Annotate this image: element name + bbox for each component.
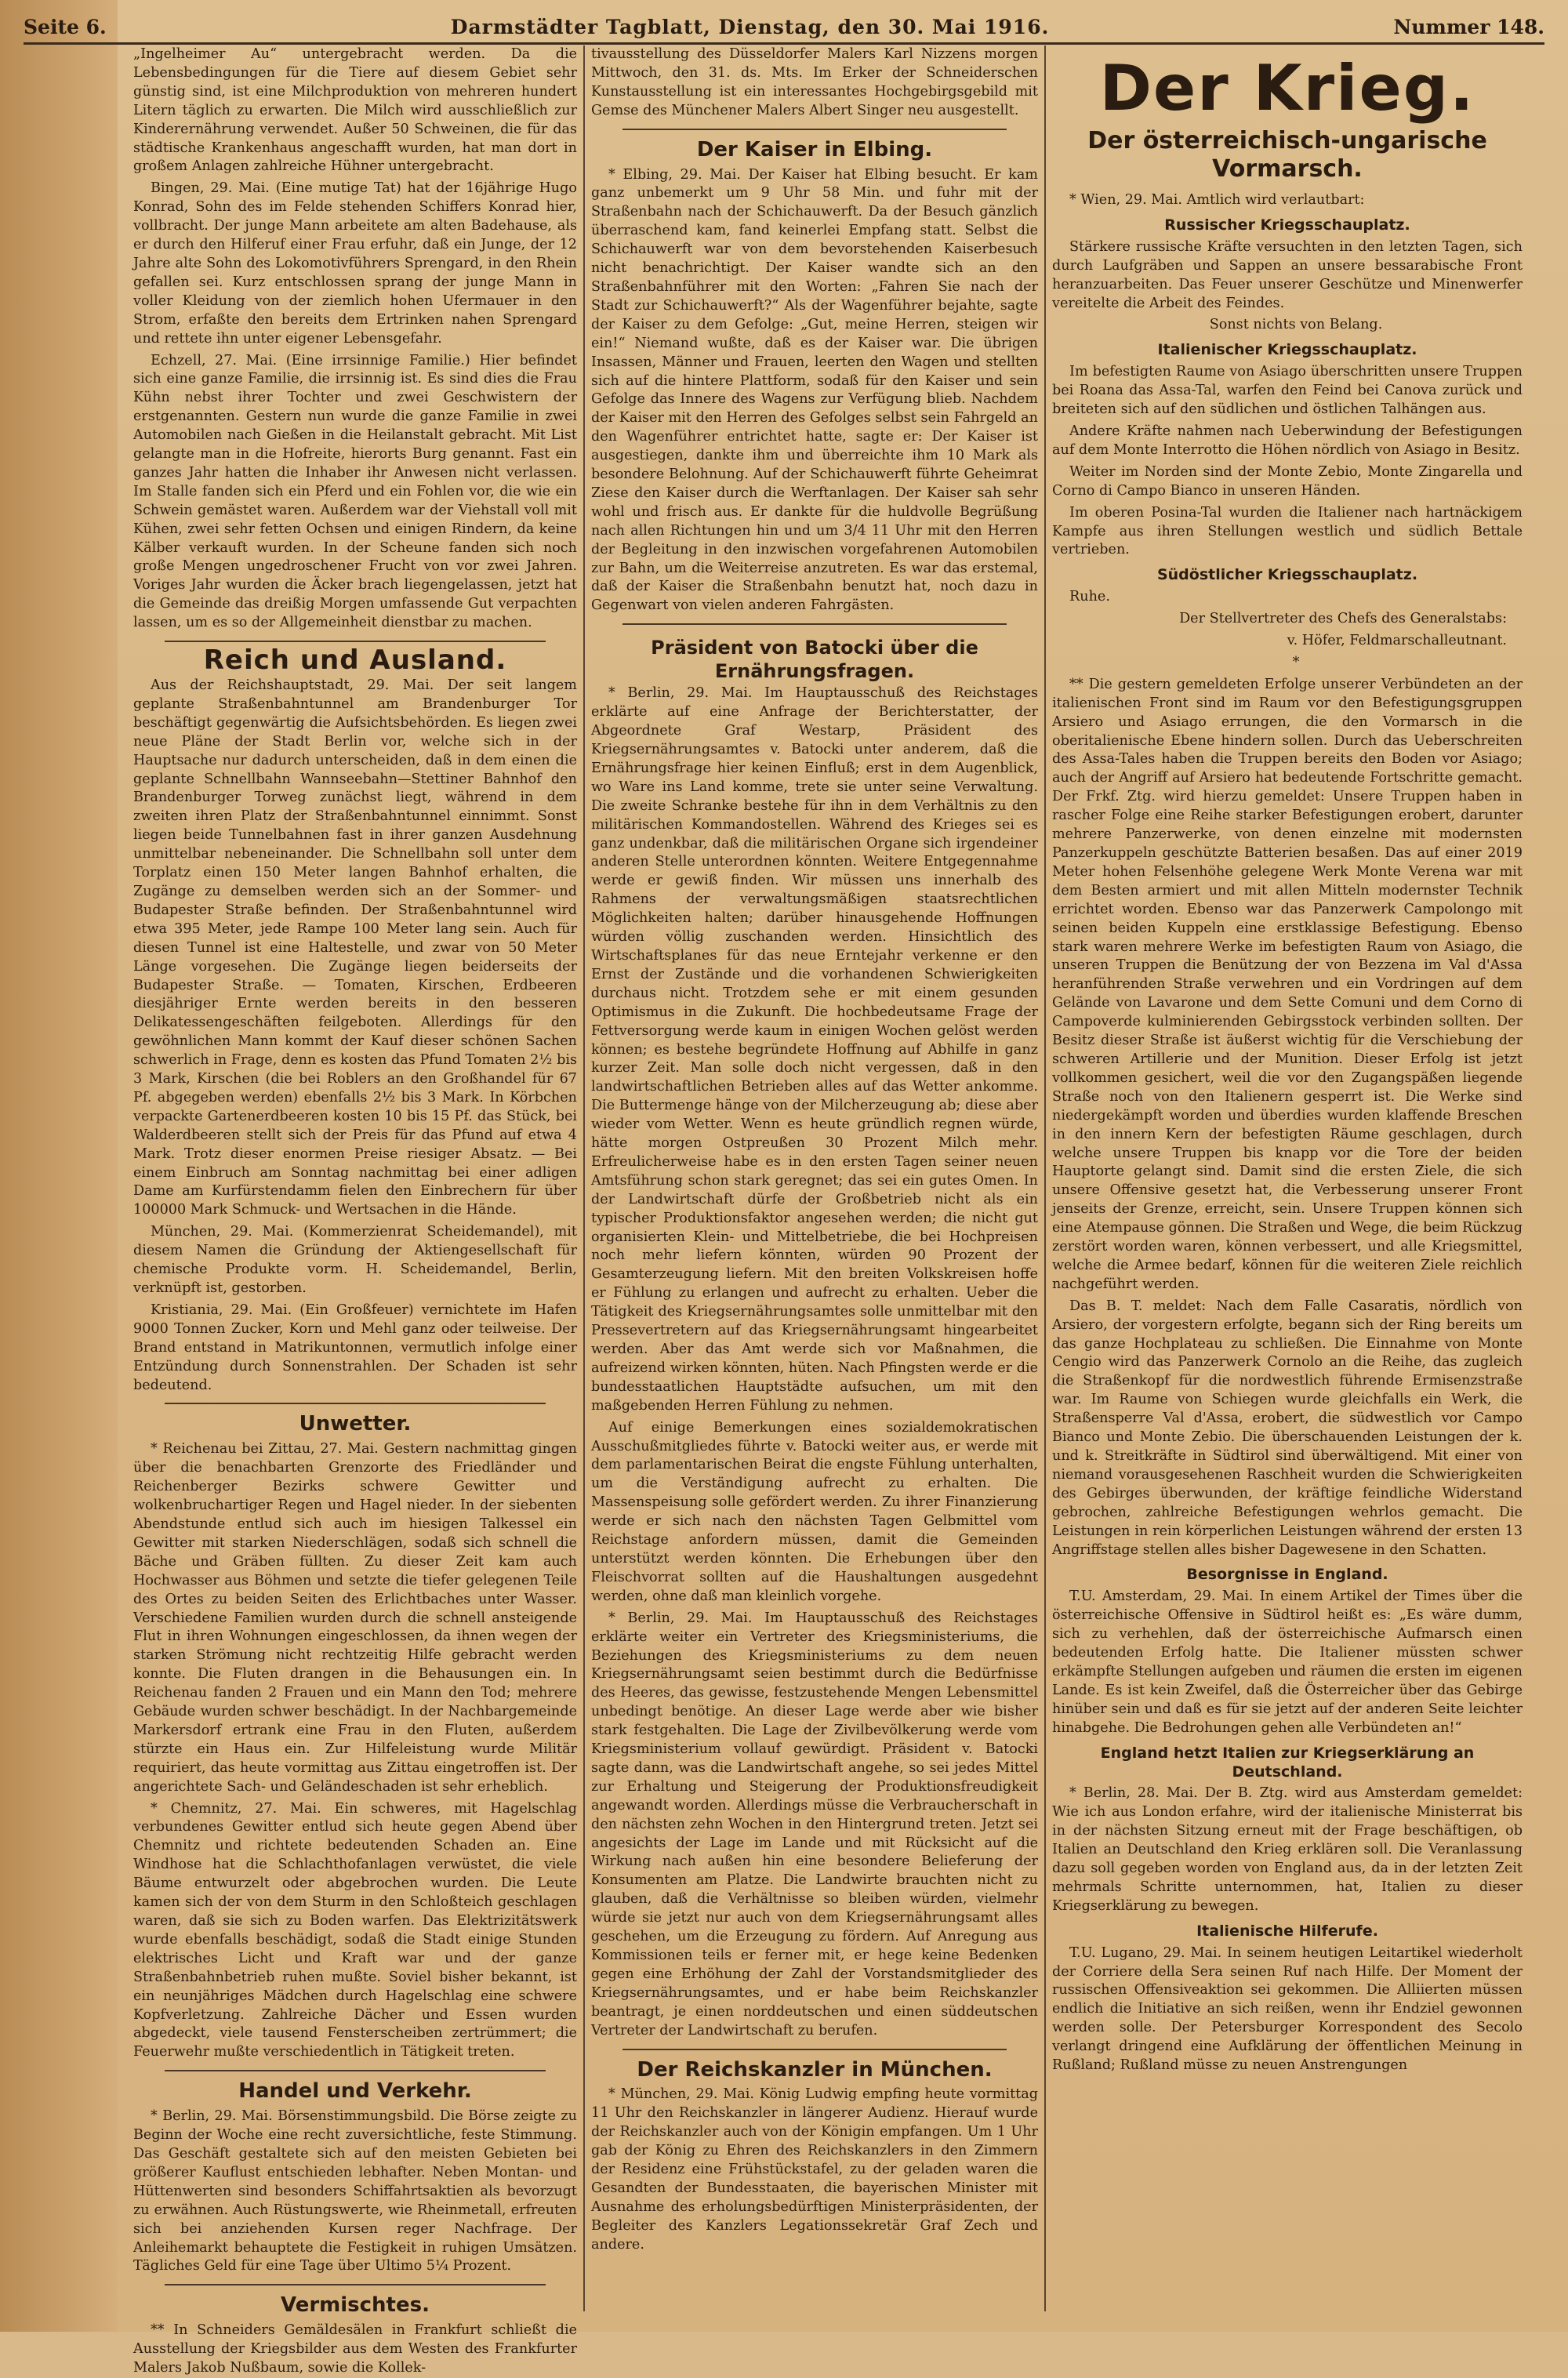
section-heading: Vermischtes. [281, 2293, 430, 2318]
divider [622, 623, 1007, 625]
article-text: * Berlin, 28. Mai. Der B. Ztg. wird aus Amsterdam gemeldet: Wie ich aus London erfahre, wird der italienische Ministerrat bis in der nächsten Sitzung erneut mit der Frage beschäftigen, ob Italien an Deutschland den Krieg erklären soll. Die Veranlassung dazu soll gegeben worden von England aus, da in der letzten Zeit mehrmals Schritte unternommen, hat, Italien zu dieser Kriegserklärung zu bewegen. [1052, 1785, 1523, 1914]
page-number: Seite 6. [24, 15, 107, 38]
article-text: Aus der Reichshauptstadt, 29. Mai. Der seit langem geplante Straßenbahntunnel am Brandenburger Tor beschäftigt gegenwärtig die Aufsichtsbehörden. Es liegen zwei neue Pläne der Stadt Berlin vor, welche sich in der Hauptsache nur dadurch unterscheiden, daß in dem einen die geplante Schnellbahn Wannseebahn—Stettiner Bahnhof den Brandenburger Torweg zunächst liegt, während in dem zweiten ihren Platz der Straßenbahntunnel einnimmt. Sonst liegen beide Tunnelbahnen fast in ihrer ganzen Ausdehnung unmittelbar nebeneinander. Die Schnellbahn soll unter dem Torplatz einen 150 Meter langen Bahnhof erhalten, die Zugänge zu demselben werden sich an der Sommer- und Budapester Straße befinden. Der Straßenbahntunnel wird etwa 395 Meter, jede Rampe 100 Meter lang sein. Auch für diesen Tunnel ist eine Haltestelle, und zwar von 50 Meter Länge vorgesehen. Die Zugänge liegen beiderseits der Budapester Straße. — Tomaten, Kirschen, Erdbeeren diesjähriger Ernte werden bereits in den besseren Delikatessengeschäften feilgeboten. Allerdings für den gewöhnlichen Mann kommt der Kauf dieser schönen Sachen schwerlich in Frage, denn es kosten das Pfund Tomaten 2½ bis 3 Mark, Kirschen (die bei Roblers an den Großhandel für 67 Pf. abgegeben werden) ebenfalls 2½ bis 3 Mark. In Körbchen verpackte Gartenerdbeeren kosten 10 bis 15 Pf. das Stück, bei Walderdbeeren stellt sich der Preis für das Pfund auf etwa 4 Mark. Trotz dieser enormen Preise riesiger Absatz. — Bei einem Einbruch am Sonntag nachmittag bei einer adligen Dame am Kurfürstendamm fielen den Einbrechern für über 100000 Mark Schmuck- und Wertsachen in die Hände. [133, 677, 577, 1218]
subsection-heading: Südöstlicher Kriegsschauplatz. [1156, 566, 1418, 584]
article-text: Stärkere russische Kräfte versuchten in den letzten Tagen, sich durch Laufgräben und Sappen an unsere bessarabische Front heranzuarbeiten. Das Feuer unserer Geschütze und Minenwerfer vereitelte die Arbeit des Feindes. [1052, 238, 1523, 311]
article-text: Im oberen Posina-Tal wurden die Italiener nach hartnäckigem Kampfe aus ihren Stellungen westlich und südlich Bettale vertrieben. [1052, 504, 1523, 558]
subsection-heading: England hetzt Italien zur Kriegserklärung an Deutschland. [1100, 1744, 1475, 1781]
article-text: Bingen, 29. Mai. (Eine mutige Tat) hat der 16jährige Hugo Konrad, Sohn des im Felde stehenden Schiffers Konrad hier, vollbracht. Der junge Mann arbeitete am alten Badehause, als er durch den Hilferuf einer Frau erfuhr, daß ein Junge, der 12 Jahre alte Sohn des Lokomotivführers Sprengard, in den Rhein gefallen sei. Kurz entschlossen sprang der junge Mann in voller Kleidung von der ziemlich hohen Ufermauer in den Strom, erfaßte den bereits dem Ertrinken nahen Sprengard und rettete ihn unter eigener Lebensgefahr. [133, 180, 577, 347]
subsection-heading: Italienischer Kriegsschauplatz. [1157, 341, 1417, 359]
article-text: Echzell, 27. Mai. (Eine irrsinnige Familie.) Hier befindet sich eine ganze Familie, die irrsinnig ist. Es sind dies die Frau Kühn nebst ihrer Tochter und zwei Geschwistern der erstgenannten. Gestern nun wurde die ganze Familie in zwei Automobilen nach Gießen in die Heilanstalt gebracht. Mit List gelangte man in die Hofreite, hierorts Burg genannt. Fast ein ganzes Jahr hatten die Inhaber ihr Anwesen nicht verlassen. Im Stalle fanden sich ein Pferd und ein Fohlen vor, die wie ein Schwein gemästet waren. Außerdem war der Viehstall voll mit Kühen, zwei sehr fetten Ochsen und einigen Rindern, da keine Kälber verkauft wurden. In der Scheune fanden sich noch große Mengen ungedroschener Frucht von vor zwei Jahren. Voriges Jahr wurden die Äcker brach liegengelassen, jetzt hat die Gemeinde das dreißig Morgen umfassende Gut verpachten lassen, um es so der Allgemeinheit dienstbar zu machen. [133, 352, 577, 631]
article-text: Das B. T. meldet: Nach dem Falle Casaratis, nördlich von Arsiero, der vorgestern erfolgte, begann sich der Ring bereits um das ganze Hochplateau zu schließen. Die Einnahme von Monte Cengio wird das Panzerwerk Cornolo an die Reihe, das zugleich die Straßenkopf für die nordwestlich führende Ermisenzstraße war. Im Raume von Schiegen wurde gleichfalls ein Werk, die Straßensperre Val d'Assa, erobert, die südwestlich vor Campo Bianco und Monte Zebio. Die überschauenden Leistungen der k. und k. Streitkräfte in Südtirol sind überwältigend. Mit einer von niemand vorausgesehenen Raschheit wurden die Schwierigkeiten des Gebirges überwunden, der kräftige feindliche Widerstand gebrochen, zahlreiche Befestigungen wehrlos gemacht. Die Leistungen in rein körperlichen Leistungen während der ersten 13 Angriffstage stellen alles bisher Dagewesene in den Schatten. [1052, 1298, 1523, 1558]
column-1 [133, 45, 577, 2376]
divider [165, 2070, 546, 2071]
column-3 [1052, 45, 1523, 2311]
divider [622, 129, 1007, 130]
article-text: * Berlin, 29. Mai. Im Hauptausschuß des Reichstages erklärte weiter ein Vertreter des Kriegsministeriums, die Beziehungen des Kriegsministeriums zu dem neuen Kriegsernährungsamt seien bestimmt durch die Bedürfnisse des Heeres, das gewisse, festzustehende Mengen Lebensmittel unbedingt benötige. An dieser Lage werde aber wie bisher stark festgehalten. Die Lage der Zivilbevölkerung werde vom Kriegsministerium vollauf gewürdigt. Präsident v. Batocki sagte dann, was die Landwirtschaft angehe, so sei jedes Mittel zur Erhaltung und Steigerung der Produktionsfreudigkeit angewandt worden. Allerdings müsse die Verbraucherschaft in den nächsten zehn Wochen in den Hintergrund treten. Jetzt sei angesichts der Lage im Lande und mit Rücksicht auf die Wirkung nach außen hin eine besondere Belieferung der Konsumenten am Platze. Die Landwirte brauchten nicht zu glauben, daß die Verhältnisse so bleiben würden, vielmehr würde sie jetzt nur auch von dem Kriegsernährungsamt alles geschehen, um die Erzeugung zu fördern. Auf Anregung aus Kommissionen teils er ferner mit, er hege keine Bedenken gegen eine Erhöhung der Zahl der Vorstandsmitglieder des Kriegsernährungsamtes, und er habe beim Reichskanzler beantragt, je einen norddeutschen und einen süddeutschen Vertreter der Landwirtschaft zu berufen. [591, 1610, 1038, 2039]
article-text: „Ingelheimer Au“ untergebracht werden. Da die Lebensbedingungen für die Tiere auf diesem Gebiet sehr günstig sind, ist eine Milchproduktion von mehreren hundert Litern täglich zu erwarten. Die Milch wird ausschließlich zur Kinderernährung verwendet. Außer 50 Schweinen, die für das städtische Krankenhaus angeschafft wurden, hat man dort in großem Anlagen zahlreiche Hühner untergebracht. [133, 46, 577, 175]
article-text: T.U. Amsterdam, 29. Mai. In einem Artikel der Times über die österreichische Offensive in Südtirol heißt es: „Es wäre dumm, sich zu verhehlen, daß der österreichische Aufmarsch einen bedeutenden Erfolg hatte. Die Italiener müssten schwer erkämpfte Stellungen aufgeben und räumen die ersten im eigenen Lande. Es ist kein Zweifel, daß die Österreicher über das Gebirge hinüber sein und daß es für sie jetzt auf der anderen Seite leichter hinabgehe. Die Bedrohungen gehen alle Verbündeten an!“ [1052, 1588, 1523, 1736]
article-text: * Chemnitz, 27. Mai. Ein schweres, mit Hagelschlag verbundenes Gewitter entlud sich heute gegen Abend über Chemnitz und richtete bedeutenden Schaden an. Eine Windhose hat die Schlachthofanlagen verwüstet, die viele Bäume entwurzelt oder abgebrochen wurden. Die Leute kamen sich der von dem Sturm in den Schloßteich geschlagen waren, daß sie sich zu Boden warfen. Das Elektrizitätswerk wurde ebenfalls beschädigt, sodaß die Stadt einige Stunden elektrisches Licht und Kraft war und der ganze Straßenbahnbetrieb ruhen mußte. Soviel bisher bekannt, ist ein neunjähriges Mädchen durch Hagelschlag eine schwere Kopfverletzung. Zahlreiche Dächer und Essen wurden abgedeckt, viele tausend Fensterscheiben zertrümmert; die Feuerwehr mußte verschiedentlich in Tätigkeit treten. [133, 1800, 577, 2060]
column-rule [583, 45, 585, 2311]
article-text: Weiter im Norden sind der Monte Zebio, Monte Zingarella und Corno di Campo Bianco in unseren Händen. [1052, 463, 1523, 499]
article-text: ** Die gestern gemeldeten Erfolge unserer Verbündeten an der italienischen Front sind im Raum vor den Befestigungsgruppen Arsiero und Asiago errungen, die den Vormarsch in die oberitalienische Ebene hindern sollen. Durch das Ueberschreiten des Assa-Tales haben die Truppen bereits den Boden vor Asiago; auch der Angriff auf Arsiero hat bedeutende Fortschritte gemacht. Der Frkf. Ztg. wird hierzu gemeldet: Unsere Truppen haben in rascher Folge eine Reihe starker Befestigungen erobert, darunter mehrere Panzerwerke, von denen einzelne mit modernsten Panzerkuppeln geschützte Batterien besaßen. Das auf einer 2019 Meter hohen Felsenhöhe gelegene Werk Monte Verena war mit dem Besten armiert und mit allen Mitteln modernster Technik errichtet worden. Ebenso war das Panzerwerk Campolongo mit seinen beiden Kuppeln eine erstklassige Befestigung. Ebenso stark waren mehrere Werke im befestigten Raum von Asiago, die unseren Truppen die Benützung der von Bezzena im Val d'Assa heranführenden Straße verwehren und ein Vordringen auf dem Gelände von Lavarone und dem Sette Comuni und dem Corno di Campoverde kulminierenden Gebirgsstock verbinden sollten. Der Besitz dieser Straße ist äußerst wichtig für die Verschiebung der schweren Artillerie und der Munition. Dieser Erfolg ist jetzt vollkommen gesichert, weil die vor den Zugangspäßen liegende Straße noch von den Italienern gesperrt ist. Die Werke sind niedergekämpft worden und überdies wurden klaffende Breschen in den innern Kern der befestigten Räume geschlagen, durch welche unsere Truppen bis knapp vor die Tore der beiden Hauptorte gelangt sind. Damit sind die ersten Ziele, die sich unsere Offensive gesetzt hat, die Verbesserung unserer Front jenseits der Grenze, erreicht, sein. Unsere Truppen können sich eine Atempause gönnen. Die Straßen und Wege, die beim Rückzug zerstört worden waren, können verbessert, und alle Kriegsmittel, welche die Armee bedarf, können für die weiteren Ziele reichlich nachgeführt werden. [1052, 676, 1523, 1292]
article-text: * München, 29. Mai. König Ludwig empfing heute vormittag 11 Uhr den Reichskanzler in längerer Audienz. Hierauf wurde der Reichskanzler auch von der Königin empfangen. Um 1 Uhr gab der König zu Ehren des Reichskanzlers in den Zimmern der Residenz eine Frühstückstafel, zu der geladen waren die Gesandten der Bundesstaaten, die bayerischen Minister mit Ausnahme des erholungsbedürftigen Ministerpräsidenten, der Begleiter des Kanzlers Legationssekretär Graf Zech und andere. [591, 2086, 1038, 2253]
section-heading: Unwetter. [299, 1412, 412, 1436]
section-heading: Handel und Verkehr. [238, 2079, 472, 2104]
divider [165, 641, 546, 642]
subsection-heading: Besorgnisse in England. [1186, 1566, 1388, 1584]
article-text: Auf einige Bemerkungen eines sozialdemokratischen Ausschußmitgliedes führte v. Batocki weiter aus, er werde mit dem parlamentarischen Beirat die engste Fühlung unterhalten, um die Verständigung aufrecht zu erhalten. Die Massenspeisung solle gefördert werden. Zu ihrer Finanzierung werde er sich nach den nächsten Tagen Gelbmittel vom Reichstage anfordern müssen, damit die Gemeinden unterstützt werden könnten. Die Erhebungen über den Fleischvorrat sollten auf die Haushaltungen ausgedehnt werden, ohne daß man kleinlich vorgehe. [591, 1419, 1038, 1604]
article-text: * Berlin, 29. Mai. Börsenstimmungsbild. Die Börse zeigte zu Beginn der Woche eine recht zuversichtliche, feste Stimmung. Das Geschäft gestaltete sich auf den meisten Gebieten bei größerer Kauflust entschieden lebhafter. Neben Montan- und Hüttenwerten sind besonders Schiffahrtsaktien als bevorzugt zu erwähnen. Auch Rüstungswerte, wie Rheinmetall, erfreuten sich bei anziehenden Kursen reger Nachfrage. Der Anleihemarkt behauptete die Festigkeit in ruhigen Umsätzen. Tägliches Geld für eine Tage über Ultimo 5¼ Prozent. [133, 2108, 577, 2275]
separator-star: * [1292, 654, 1300, 670]
divider [165, 2284, 546, 2285]
divider [165, 1403, 546, 1404]
section-heading: Der Kaiser in Elbing. [696, 137, 933, 162]
article-text: Im befestigten Raume von Asiago überschritten unsere Truppen bei Roana das Assa-Tal, warfen den Feind bei Canova zurück und breiteten sich auf den südlichen und östlichen Talhängen aus. [1052, 364, 1523, 418]
article-text: * Elbing, 29. Mai. Der Kaiser hat Elbing besucht. Er kam ganz unbemerkt um 9 Uhr 58 Min. und fuhr mit der Straßenbahn nach der Schichauwerft. Da der Besuch gänzlich überraschend kam, fand keinerlei Empfang statt. Selbst die Schichauwerft war von dem bevorstehenden Kaiserbesuch nicht benachrichtigt. Der Kaiser wandte sich an den Straßenbahnführer mit den Worten: „Fahren Sie nach der Stadt zur Schichauwerft?“ Als der Wagenführer bejahte, sagte der Kaiser zu dem Gefolge: „Gut, meine Herren, steigen wir ein!“ Niemand wußte, daß es der Kaiser war. Die übrigen Insassen, Männer und Frauen, leerten den Wagen und stellten sich auf die hintere Plattform, sodaß für den Kaiser und sein Gefolge das Innere des Wagens zur Verfügung blieb. Nachdem der Kaiser mit den Herren des Gefolges selbst sein Fahrgeld an den Wagenführer entrichtet hatte, sagte er: Der Kaiser ist ausgestiegen, dankte ihm und überreichte ihm 10 Mark als besondere Belohnung. Auf der Schichauwerft führte Geheimrat Ziese den Kaiser durch die Werftanlagen. Der Kaiser sah sehr wohl und frisch aus. Er dankte für die huldvolle Begrüßung nach allen Richtungen hin und um 3/4 11 Uhr mit den Herren der Begleitung in den inzwischen vorgefahrenen Automobilen zur Bahn, um die Weiterreise anzutreten. Es war das erstemal, daß der Kaiser die Straßenbahn benutzt hat, noch dazu in Gegenwart von vielen anderen Fahrgästen. [591, 166, 1038, 614]
section-heading: Reich und Ausland. [203, 644, 507, 677]
newspaper-title: Darmstädter Tagblatt, Dienstag, den 30. Mai 1916. [450, 15, 1050, 38]
article-text: * Berlin, 29. Mai. Im Hauptausschuß des Reichstages erklärte auf eine Anfrage der Berichterstatter, der Abgeordnete Graf Westarp, Präsident des Kriegsernährungsamtes v. Batocki unter anderem, daß die Ernährungsfrage hier keinen Einfluß; erst in dem Augenblick, wo Ware ins Land komme, trete sie unter seine Verwaltung. Die zweite Schranke bestehe für ihn in dem Verhältnis zu den militärischen Kommandostellen. Während des Krieges sei es ganz undenkbar, daß die militärischen Organe sich irgendeiner anderen Stelle unterordnen könnten. Weitere Entgegennahme werde er gewiß finden. Wir müssen uns innerhalb des Rahmens der verwaltungsmäßigen staatsrechtlichen Möglichkeiten halten; darüber hinausgehende Hoffnungen würden völlig zuschanden werden. Hinsichtlich des Wirtschaftsplanes für das neue Erntejahr verkenne er den Ernst der Zustände und die vorhandenen Schwierigkeiten durchaus nicht. Trotzdem sehe er mit einem gesunden Optimismus in die Zukunft. Die hochbedeutsame Frage der Fettversorgung werde kaum in einigen Wochen gelöst werden können; es bestehe begründete Hoffnung auf Abhilfe in ganz kurzer Zeit. Man solle doch nicht vergessen, daß in den landwirtschaftlichen Betrieben alles auf das Wetter ankomme. Die Buttermenge hänge von der Milcherzeugung ab; diese aber wieder vom Wetter. Wenn es heute gründlich regnen würde, hätte morgen Ostpreußen 30 Prozent Milch mehr. Erfreulicherweise habe es in den ersten Tagen seiner neuen Amtsführung schon stark geregnet; das sei ein gutes Omen. In der Landwirtschaft dürfe der Großbetrieb nicht als ein typischer Produktionsfaktor angesehen werden; die nicht gut organisierten Klein- und Mittelbetriebe, die bei Hochpreisen noch mehr liefern könnten, würden 90 Prozent der Gesamterzeugung liefern. Mit den breiten Volkskreisen hoffe er Fühlung zu erlangen und aufrecht zu erhalten. Ueber die Tätigkeit des Kriegsernährungsamtes solle unmittelbar mit den Pressevertretern auf das Kriegsernährungsamt hingearbeitet werden. Aber das Amt werde sich vor Maßnahmen, die aufreizend wirken könnten, hüten. Nach Pfingsten werde er die bundesstaatlichen Hauptstädte aufsuchen, um mit den maßgebenden Herren Fühlung zu nehmen. [591, 685, 1038, 1414]
article-text: München, 29. Mai. (Kommerzienrat Scheidemandel), mit diesem Namen die Gründung der Aktiengesellschaft für chemische Produkte vorm. H. Scheidemandel, Berlin, verknüpft ist, gestorben. [133, 1224, 577, 1296]
column-2 [591, 45, 1038, 2311]
subsection-heading: Italienische Hilferufe. [1196, 1922, 1378, 1940]
issue-number: Nummer 148. [1393, 15, 1544, 38]
article-text: Sonst nichts von Belang. [1209, 317, 1383, 333]
article-text: ** In Schneiders Gemäldesälen in Frankfurt schließt die Ausstellung der Kriegsbilder aus dem Westen des Frankfurter Malers Jakob Nußbaum, sowie die Kollek- [133, 2322, 577, 2376]
article-text: tivausstellung des Düsseldorfer Malers Karl Nizzens morgen Mittwoch, den 31. ds. Mts. Im Erker der Schneiderschen Kunstausstellung ist ein interessantes Hochgebirgsgebild mit Gemse des Münchener Malers Albert Singer neu ausgestellt. [591, 46, 1038, 118]
article-text: Kristiania, 29. Mai. (Ein Großfeuer) vernichtete im Hafen 9000 Tonnen Zucker, Korn und Mehl ganz oder teilweise. Der Brand entstand in Matrikuntonnen, vermutlich infolge einer Entzündung durch Sonnenstrahlen. Der Schaden ist sehr bedeutend. [133, 1302, 577, 1393]
article-text: * Wien, 29. Mai. Amtlich wird verlautbart: [1069, 192, 1365, 208]
war-subheadline: Der österreichisch-ungarische Vormarsch. [1087, 127, 1487, 183]
article-text: Andere Kräfte nahmen nach Ueberwindung der Befestigungen auf dem Monte Interrotto die Höhen nördlich von Asiago in Besitz. [1052, 423, 1523, 458]
page-margin [0, 0, 118, 2332]
divider [622, 2049, 1007, 2050]
article-text: T.U. Lugano, 29. Mai. In seinem heutigen Leitartikel wiederholt der Corriere della Sera seinen Ruf nach Hilfe. Der Moment der russischen Offensiveaktion sei gekommen. Die Alliierten müssen endlich die Initiative an sich reißen, wenn ihr Endziel gewonnen werden solle. Der Petersburger Korrespondent des Secolo verlangt dringend eine Aufklärung der öffentlichen Meinung in Rußland; Rußland müsse zu neuen Anstrengungen [1052, 1944, 1523, 2074]
article-text: Ruhe. [1069, 589, 1110, 605]
signature-line: v. Höfer, Feldmarschalleutnant. [1287, 633, 1507, 649]
signature-line: Der Stellvertreter des Chefs des Generalstabs: [1179, 611, 1507, 627]
subsection-heading: Russischer Kriegsschauplatz. [1164, 216, 1410, 234]
section-heading: Der Reichskanzler in München. [637, 2057, 993, 2082]
column-rule [1044, 45, 1046, 2311]
masthead [24, 11, 1544, 45]
war-headline: Der Krieg. [1099, 52, 1475, 125]
article-text: * Reichenau bei Zittau, 27. Mai. Gestern nachmittag gingen über die benachbarten Grenzorte des Friedländer und Reichenberger Bezirks schwere Gewitter und wolkenbruchartiger Regen und Hagel nieder. In der siebenten Abendstunde entlud sich auch im hiesigen Talkessel ein Gewitter mit starken Niederschlägen, sodaß sich schnell die Bäche und Gräben füllten. Zu dieser Zeit kam auch Hochwasser aus Böhmen und setzte die tiefer gelegenen Teile des Ortes zu beiden Seiten des Erlichtbaches unter Wasser. Verschiedene Familien wurden durch die schnell ansteigende Flut in ihren Wohnungen eingeschlossen, da ihnen wegen der starken Strömung nicht rechtzeitig Hilfe gebracht werden konnte. Die Fluten drangen in die Behausungen ein. In Reichenau fanden 2 Frauen und ein Mann den Tod; mehrere Gebäude wurden schwer beschädigt. In der Nachbargemeinde Markersdorf ertrank eine Frau in den Fluten, außerdem stürzte ein Haus ein. Zur Hilfeleistung wurde Militär requiriert, das heute vormittag aus Zittau eingetroffen ist. Der angerichtete Sach- und Geländeschaden ist sehr erheblich. [133, 1441, 577, 1795]
section-heading: Präsident von Batocki über die Ernährungsfragen. [651, 637, 978, 683]
